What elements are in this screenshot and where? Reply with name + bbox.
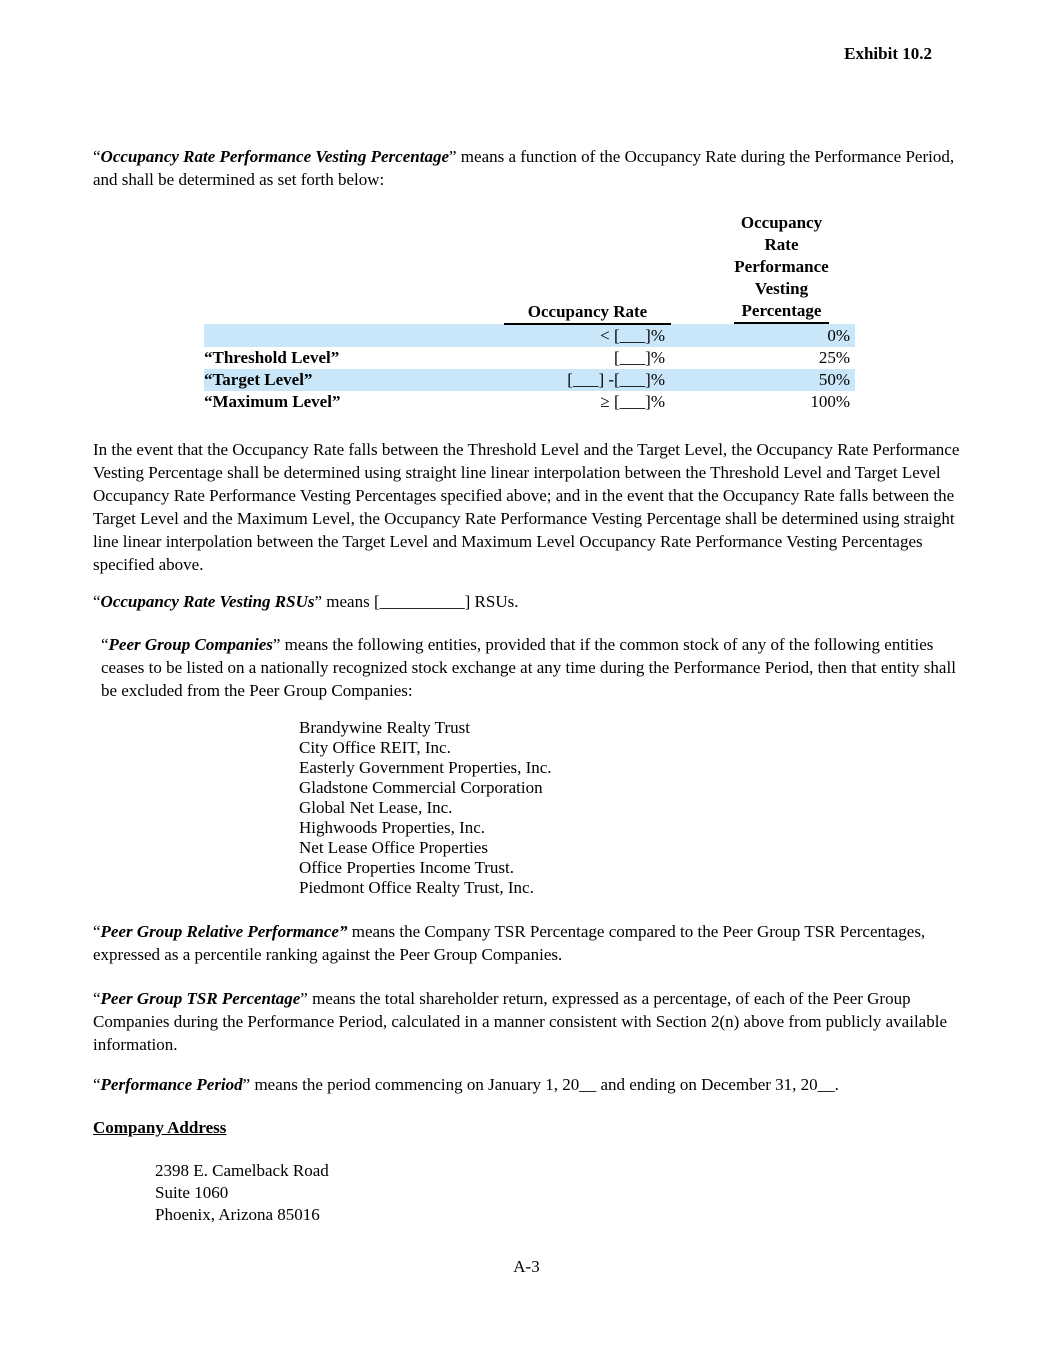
body-text: ” means a function of the Occupancy Rate during the Performance Period, and shall be determined as set forth below:: [93, 147, 955, 189]
body-text: “: [101, 635, 109, 654]
occupancy-rate-column-header: Occupancy Rate: [504, 212, 671, 324]
defined-term: Peer Group Companies: [108, 635, 273, 654]
vesting-percentage-header-text: Occupancy Rate Performance Vesting Percentage: [734, 212, 828, 324]
company-list-item: City Office REIT, Inc.: [299, 738, 451, 757]
table-row: [204, 369, 855, 391]
definition-performance-period: [93, 1073, 960, 1096]
company-list-item: Global Net Lease, Inc.: [299, 798, 453, 817]
spacer-cell: [671, 391, 708, 413]
company-list-item: Highwoods Properties, Inc.: [299, 818, 486, 837]
company-list-item: Piedmont Office Realty Trust, Inc.: [299, 878, 534, 897]
occupancy-rate-cell: [___]%: [614, 348, 665, 367]
company-list: [299, 718, 960, 898]
company-list-item: Office Properties Income Trust.: [299, 858, 514, 877]
company-list-item: Net Lease Office Properties: [299, 838, 488, 857]
body-text: “: [93, 1075, 101, 1094]
defined-term: Performance Period: [100, 1075, 243, 1094]
definition-peer-group-tsr-percentage: [93, 987, 960, 1056]
body-text: “: [93, 922, 101, 941]
definition-peer-group-companies: [93, 633, 960, 702]
occupancy-rate-vesting-table: [204, 212, 855, 413]
body-text: ” means the following entities, provided that if the common stock of any of the following entities ceases to be listed on a nationally recognized stock exchange at any time during the Performance Period, then that entity shall be excluded from the Peer Group Companies:: [101, 635, 956, 700]
defined-term: Occupancy Rate Vesting RSUs: [100, 592, 315, 611]
spacer-cell: [671, 369, 708, 391]
body-text: In the event that the Occupancy Rate falls between the Threshold Level and the Target Level, the Occupancy Rate Performance Vesting Percentage shall be determined using straight line linear interpolation between the Threshold Level and Target Level Occupancy Rate Performance Vesting Percentages specified above; and in the event that the Occupancy Rate falls between the Target Level and the Maximum Level, the Occupancy Rate Performance Vesting Percentage shall be determined using straight line linear interpolation between the Target Level and Maximum Level Occupancy Rate Performance Vesting Percentages specified above.: [93, 440, 960, 574]
row-label-cell: “Target Level”: [204, 370, 313, 389]
occupancy-rate-cell: [___] -[___]%: [567, 370, 665, 389]
page-number: A-3: [513, 1257, 540, 1276]
exhibit-label: Exhibit 10.2: [844, 44, 932, 63]
company-list-item: Brandywine Realty Trust: [299, 718, 470, 737]
vesting-percentage-column-header: [708, 212, 855, 324]
vesting-percentage-cell: 100%: [810, 392, 850, 411]
body-text: ” means [__________] RSUs.: [314, 592, 519, 611]
defined-term: Occupancy Rate Performance Vesting Percentage: [100, 147, 449, 166]
interpolation-paragraph: [93, 438, 960, 576]
row-label-cell: [204, 324, 504, 347]
definition-occupancy-rate-performance-vesting-percentage: [93, 145, 960, 191]
defined-term: Peer Group TSR Percentage: [100, 989, 301, 1008]
vesting-percentage-cell: 0%: [827, 325, 850, 345]
body-text: “: [93, 592, 101, 611]
company-address-block: 2398 E. Camelback Road Suite 1060 Phoenix, Arizona 85016: [155, 1161, 329, 1224]
definition-occupancy-rate-vesting-rsus: [93, 590, 960, 613]
vesting-percentage-cell: 25%: [818, 348, 850, 367]
body-text: “: [93, 989, 101, 1008]
company-list-item: Easterly Government Properties, Inc.: [299, 758, 552, 777]
company-list-item: Gladstone Commercial Corporation: [299, 778, 543, 797]
spacer-cell: [671, 347, 708, 369]
spacer-cell: [671, 324, 708, 347]
table-row: [204, 347, 855, 369]
spacer-header-cell: [671, 212, 708, 324]
definition-peer-group-relative-performance: [93, 920, 960, 966]
table-row: [204, 324, 855, 347]
row-label-cell: “Threshold Level”: [204, 348, 340, 367]
body-text: ” means the total shareholder return, expressed as a percentage, of each of the Peer Group Companies during the Performance Period, calculated in a manner consistent with Section 2(n) above from publicly available information.: [93, 989, 947, 1054]
table-row: [204, 391, 855, 413]
table-header-row: [204, 212, 855, 324]
body-text: ” means the period commencing on January 1, 20__ and ending on December 31, 20__.: [242, 1075, 839, 1094]
company-address-heading: Company Address: [93, 1118, 227, 1137]
vesting-percentage-cell: 50%: [818, 370, 850, 389]
row-label-cell: “Maximum Level”: [204, 392, 341, 411]
occupancy-rate-cell: ≥ [___]%: [600, 392, 665, 411]
body-text: means the Company TSR Percentage compared to the Peer Group TSR Percentages, expressed as a percentile ranking against the Peer Group Companies.: [93, 922, 926, 964]
body-text: “: [93, 147, 101, 166]
empty-header-cell: [204, 212, 504, 324]
occupancy-rate-cell: < [___]%: [600, 326, 665, 345]
defined-term: Peer Group Relative Performance”: [100, 922, 348, 941]
